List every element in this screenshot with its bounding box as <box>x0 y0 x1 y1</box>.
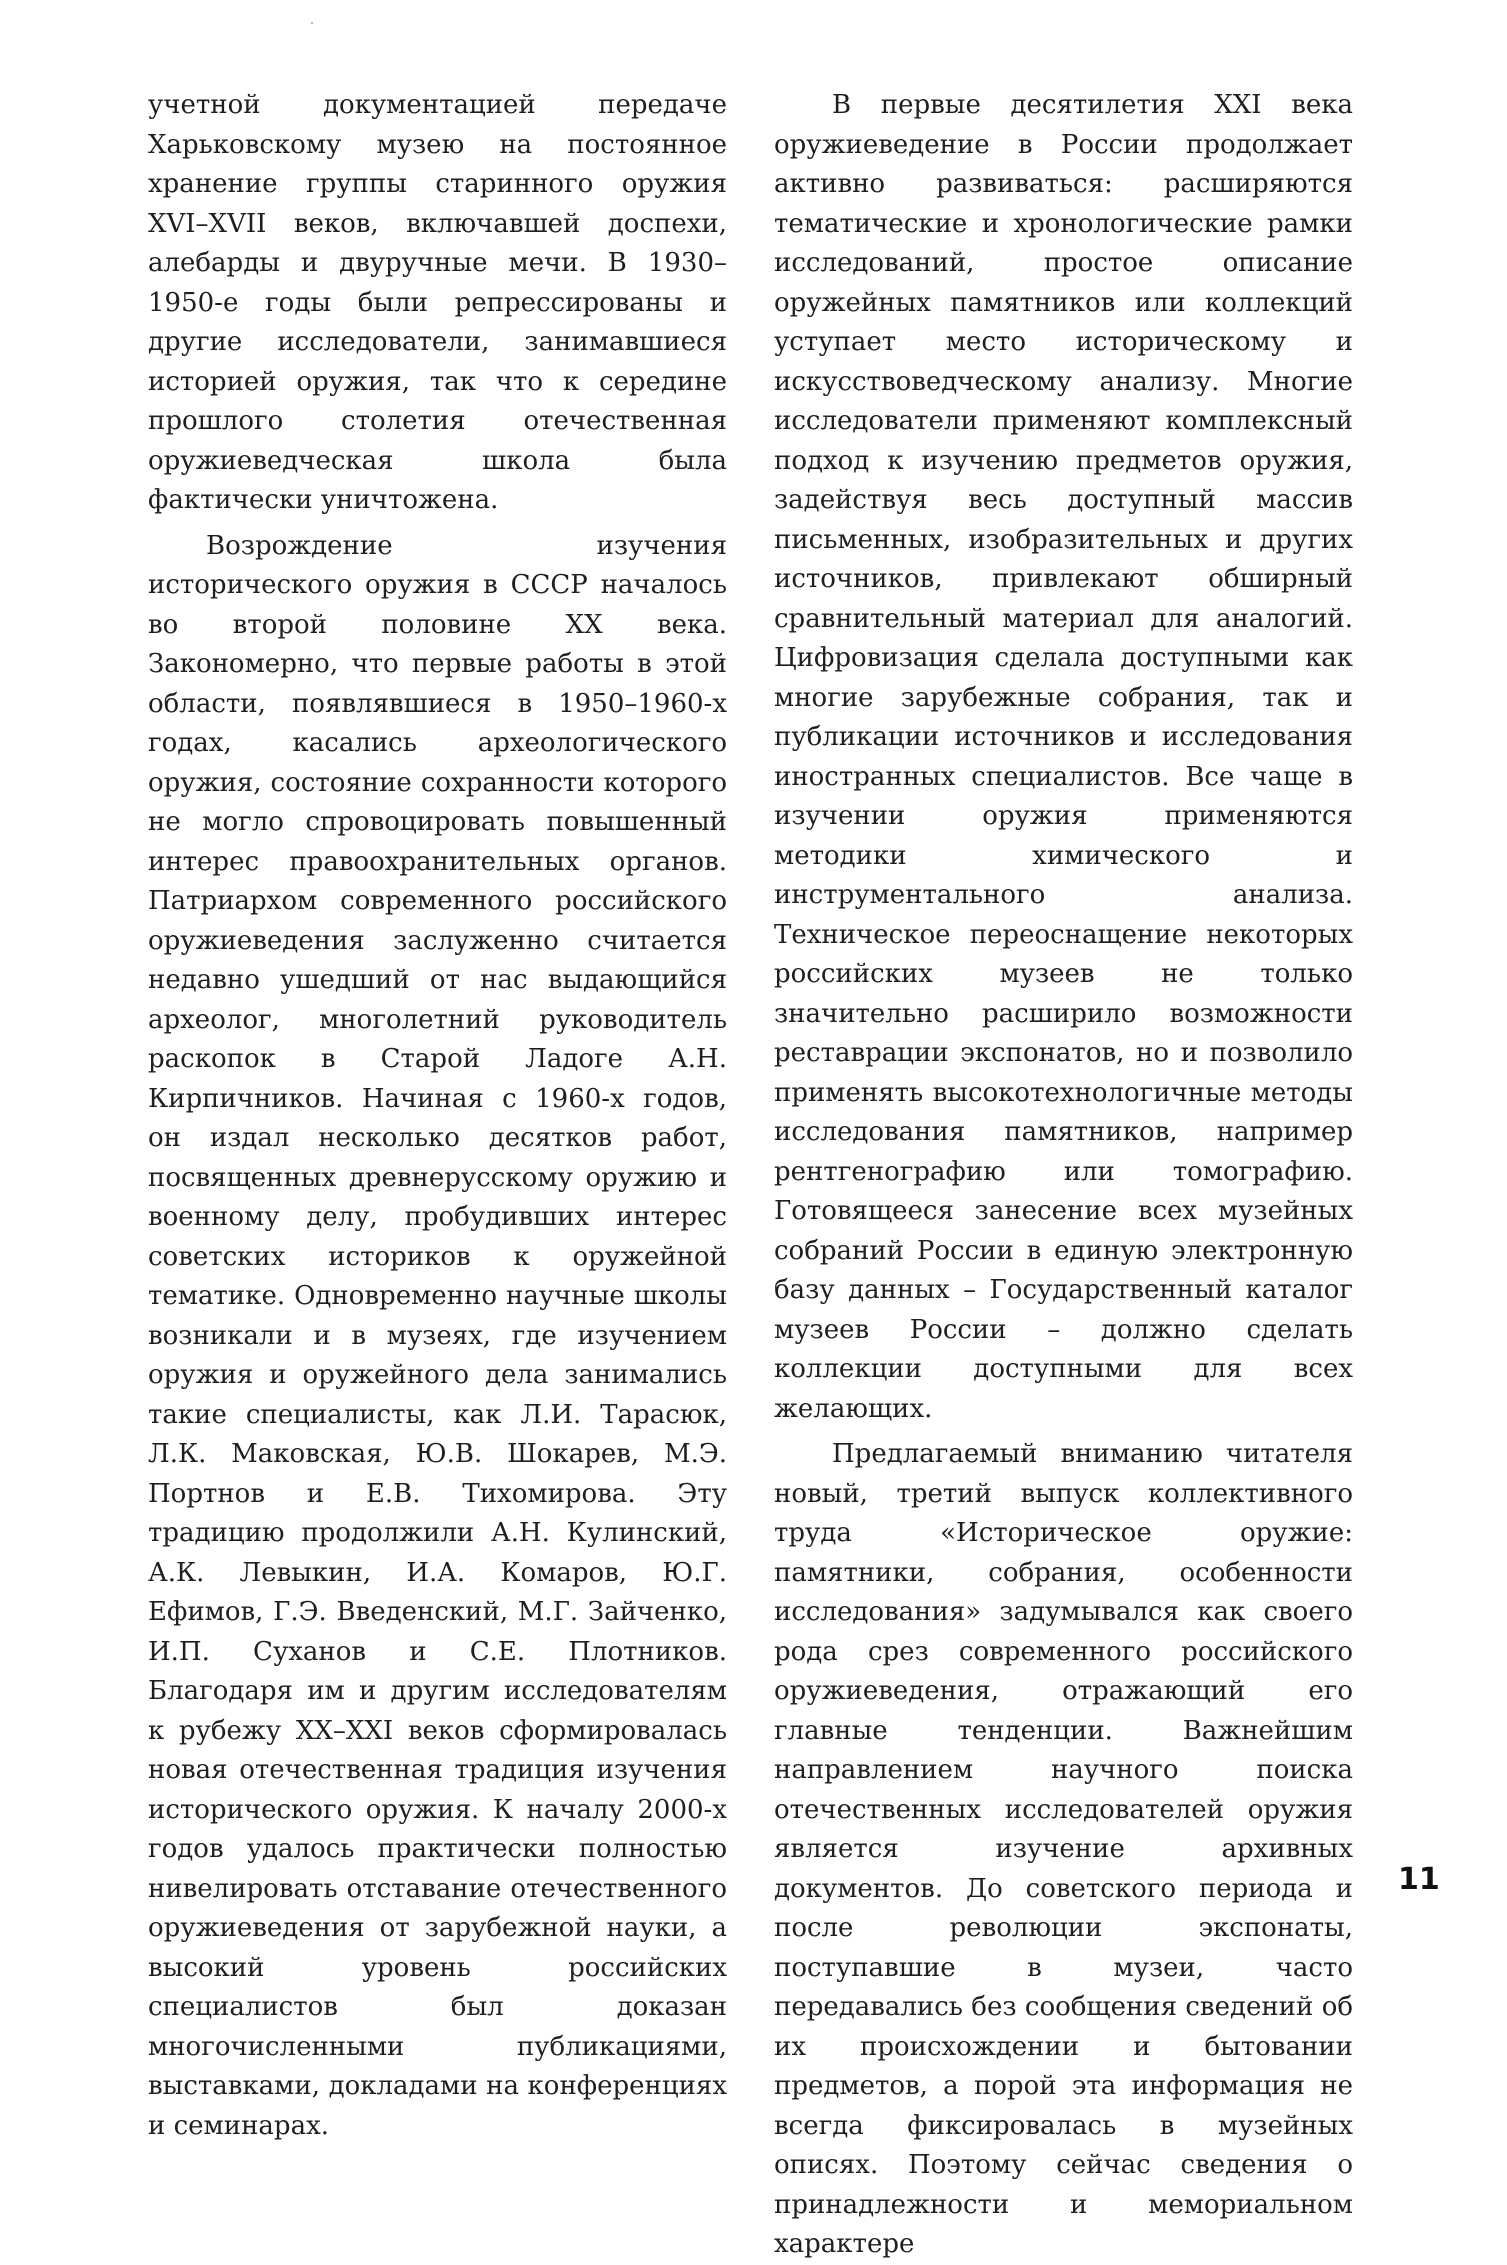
scan-speck <box>311 22 313 24</box>
left-text-column <box>148 86 727 2146</box>
paragraph-continuation: учетной документацией передаче Харьковскому музею на постоянное хранение группы старинного оружия XVI–XVII веков, включавшей доспехи, алебарды и двуручные мечи. В 1930–1950-е годы были репрессированы и другие исследователи, занимавшиеся историей оружия, так что к середине прошлого столетия отечественная оружиеведческая школа была фактически уничтожена. <box>148 90 727 515</box>
page-number: 11 <box>1398 1862 1440 1897</box>
paragraph: В первые десятилетия XXI века оружиеведение в России продолжает активно развиваться: расширяются тематические и хронологические рамки исследований, простое описание оружейных памятников или коллекций уступает место историческому и искусствоведческому анализу. Многие исследователи применяют комплексный подход к изучению предметов оружия, задействуя весь доступный массив письменных, изобразительных и других источников, привлекают обширный сравнительный материал для аналогий. Цифровизация сделала доступными как многие зарубежные собрания, так и публикации источников и исследования иностранных специалистов. Все чаще в изучении оружия применяются методики химического и инструментального анализа. Техническое переоснащение некоторых российских музеев не только значительно расширило возможности реставрации экспонатов, но и позволило применять высокотехнологичные методы исследования памятников, например рентгенографию или томографию. Готовящееся занесение всех музейных собраний России в единую электронную базу данных – Государственный каталог музеев России – должно сделать коллекции доступными для всех желающих. <box>774 90 1353 1424</box>
paragraph: Возрождение изучения исторического оружия в СССР началось во второй половине XX века. Закономерно, что первые работы в этой области, появлявшиеся в 1950–1960-х годах, касались археологического оружия, состояние сохранности которого не могло спровоцировать повышенный интерес правоохранительных органов. Патриархом современного российского оружиеведения заслуженно считается недавно ушедший от нас выдающийся археолог, многолетний руководитель раскопок в Старой Ладоге А.Н. Кирпичников. Начиная с 1960-х годов, он издал несколько десятков работ, посвященных древнерусскому оружию и военному делу, пробудивших интерес советских историков к оружейной тематике. Одновременно научные школы возникали и в музеях, где изучением оружия и оружейного дела занимались такие специалисты, как Л.И. Тарасюк, Л.К. Маковская, Ю.В. Шокарев, М.Э. Портнов и Е.В. Тихомирова. Эту традицию продолжили А.Н. Кулинский, А.К. Левыкин, И.А. Комаров, Ю.Г. Ефимов, Г.Э. Введенский, М.Г. Зайченко, И.П. Суханов и С.Е. Плотников. Благодаря им и другим исследователям к рубежу XX–XXI веков сформировалась новая отечественная традиция изучения исторического оружия. К началу 2000-х годов удалось практически полностью нивелировать отставание отечественного оружиеведения от зарубежной науки, а высокий уровень российских специалистов был доказан многочисленными публикациями, выставками, докладами на конференциях и семинарах. <box>148 530 727 2141</box>
right-text-column <box>774 86 1353 2265</box>
paragraph: Предлагаемый вниманию читателя новый, третий выпуск коллективного труда «Историческое оружие: памятники, собрания, особенности исследования» задумывался как своего рода срез современного российского оружиеведения, отражающий его главные тенденции. Важнейшим направлением научного поиска отечественных исследователей оружия является изучение архивных документов. До советского периода и после революции экспонаты, поступавшие в музеи, часто передавались без сообщения сведений об их происхождении и бытовании предметов, а порой эта информация не всегда фиксировалась в музейных описях. Поэтому сейчас сведения о принадлежности и мемориальном характере <box>774 1439 1353 2259</box>
